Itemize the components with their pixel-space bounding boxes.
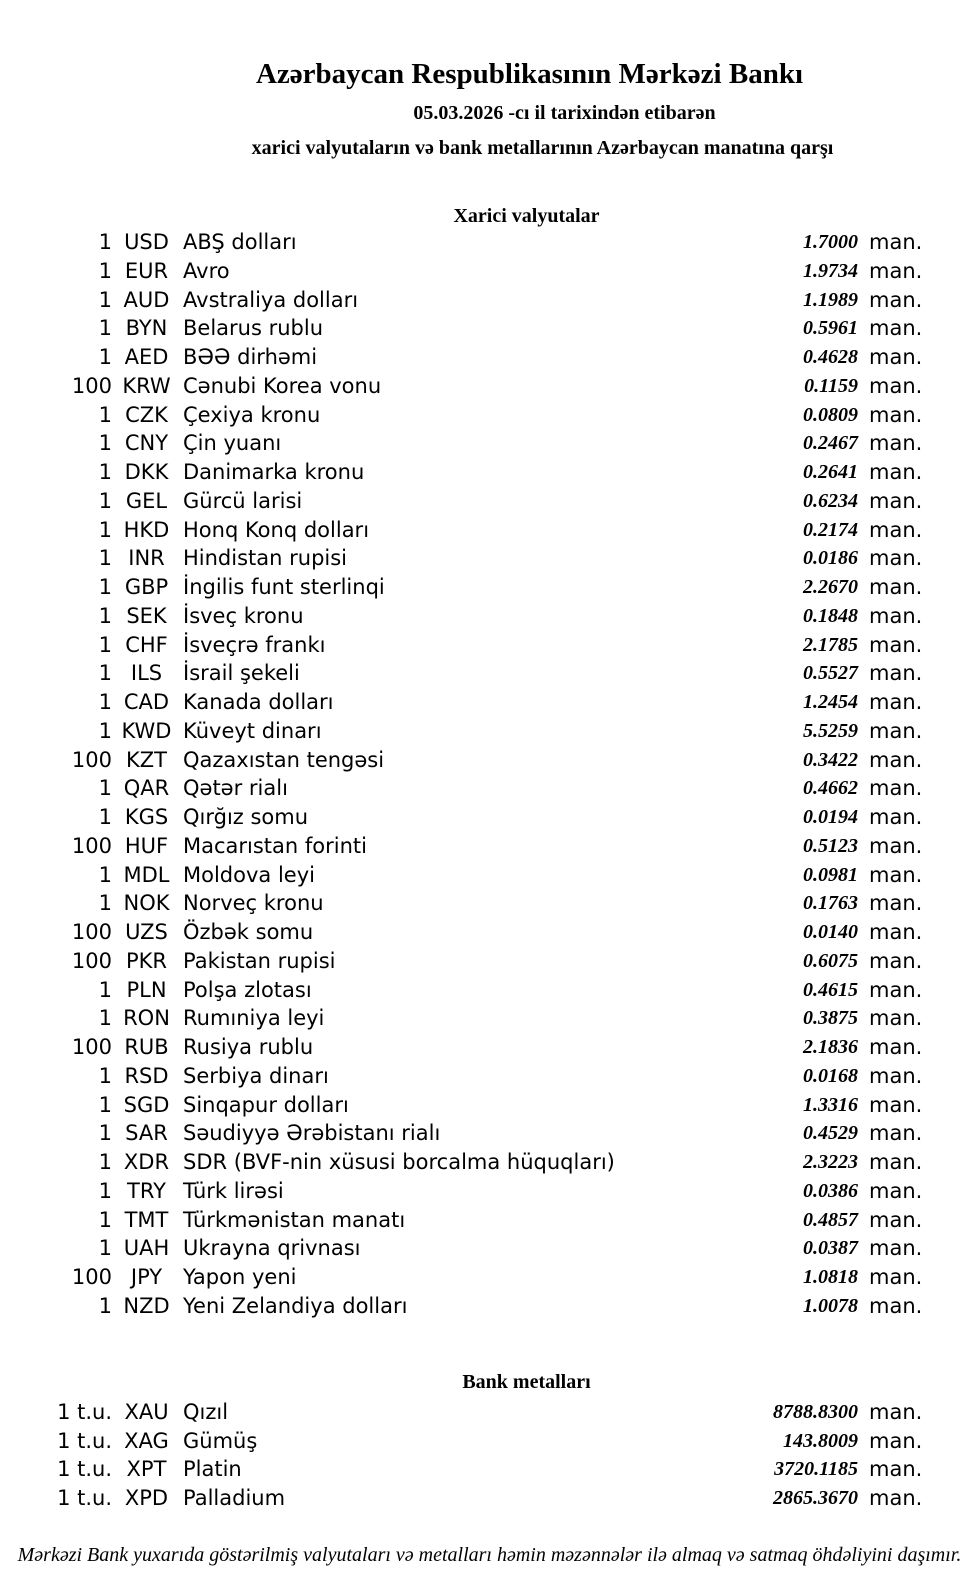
unit-label: man. (869, 517, 923, 542)
currencies-section-title: Xarici valyutalar (453, 205, 600, 227)
name-cell: İsveçrə frankı (183, 632, 326, 657)
unit-label: man. (869, 1457, 923, 1482)
quantity-cell: 1 t.u. (57, 1400, 112, 1424)
quantity-cell: 1 (98, 287, 112, 312)
metals-table (0, 1398, 979, 1512)
rate-cell: 0.0194 (803, 806, 858, 828)
currency-row (0, 314, 979, 343)
quantity-cell: 1 (98, 546, 112, 571)
code-cell: TMT (124, 1207, 169, 1232)
currency-row (0, 1119, 979, 1148)
unit-label: man. (869, 431, 923, 456)
code-cell: QAR (123, 776, 170, 801)
name-cell: Serbiya dinarı (183, 1063, 329, 1088)
quantity-cell: 1 (98, 575, 112, 599)
name-cell: Türk lirəsi (183, 1178, 284, 1203)
metal-row (0, 1484, 979, 1513)
currencies-table (0, 228, 979, 1321)
code-cell: CZK (125, 402, 168, 427)
quantity-cell: 1 (98, 718, 112, 743)
currency-row (0, 372, 979, 401)
name-cell: Gümüş (183, 1428, 258, 1453)
name-cell: Yeni Zelandiya dolları (183, 1293, 408, 1318)
unit-label: man. (869, 1178, 923, 1203)
currency-row (0, 688, 979, 717)
currency-row (0, 573, 979, 602)
rate-cell: 0.2641 (803, 461, 858, 483)
currency-row (0, 976, 979, 1005)
code-cell: RUB (124, 1035, 169, 1059)
currency-row (0, 429, 979, 458)
quantity-cell: 1 t.u. (57, 1428, 112, 1453)
currency-row (0, 861, 979, 890)
quantity-cell: 1 (98, 661, 112, 686)
metal-row (0, 1398, 979, 1427)
unit-label: man. (869, 1035, 923, 1059)
name-cell: Qətər rialı (183, 776, 288, 801)
unit-label: man. (869, 747, 923, 772)
quantity-cell: 100 (71, 920, 112, 944)
quantity-cell: 1 (98, 862, 112, 887)
currency-row (0, 257, 979, 286)
quantity-cell: 1 (98, 805, 112, 829)
unit-label: man. (869, 948, 923, 973)
rate-cell: 0.0186 (803, 547, 858, 570)
unit-label: man. (869, 575, 923, 599)
disclaimer-text: Mərkəzi Bank yuxarıda göstərilmiş valyutaları və metalları həmin məzənnələr ilə almaq və satmaq öhdəliyini daşımır. (17, 1544, 962, 1566)
currency-row (0, 889, 979, 918)
code-cell: CAD (123, 690, 170, 714)
unit-label: man. (869, 1063, 923, 1088)
unit-label: man. (869, 1400, 923, 1424)
quantity-cell: 1 (98, 1293, 112, 1318)
name-cell: Rusiya rublu (183, 1035, 314, 1059)
code-cell: MDL (123, 862, 170, 887)
name-cell: İsveç kronu (183, 603, 304, 628)
quantity-cell: 100 (71, 1265, 112, 1289)
quantity-cell: 1 (98, 230, 112, 254)
rate-cell: 0.0387 (803, 1237, 858, 1260)
rate-cell: 2.2670 (803, 576, 858, 598)
code-cell: NZD (123, 1293, 170, 1318)
unit-label: man. (869, 373, 923, 398)
rate-cell: 1.7000 (803, 231, 858, 253)
metals-section-title: Bank metalları (462, 1371, 591, 1393)
quantity-cell: 1 (98, 632, 112, 657)
name-cell: Çexiya kronu (183, 402, 321, 427)
quantity-cell: 1 (98, 1092, 112, 1117)
code-cell: CNY (124, 431, 169, 456)
currency-row (0, 228, 979, 257)
rate-cell: 1.0078 (803, 1294, 858, 1317)
quantity-cell: 1 (98, 1006, 112, 1031)
currency-row (0, 1033, 979, 1062)
rate-cell: 0.4628 (803, 346, 858, 368)
code-cell: UAH (123, 1236, 170, 1261)
quantity-cell: 100 (71, 747, 112, 772)
quantity-cell: 100 (71, 373, 112, 398)
metal-row (0, 1455, 979, 1484)
name-cell: Qızıl (183, 1400, 229, 1424)
name-cell: BƏƏ dirhəmi (183, 345, 318, 369)
name-cell: Kanada dolları (183, 690, 334, 714)
rate-cell: 0.4662 (803, 777, 858, 800)
code-cell: AED (124, 345, 169, 369)
code-cell: HKD (123, 517, 170, 542)
unit-label: man. (869, 316, 923, 341)
currency-row (0, 631, 979, 660)
code-cell: KZT (126, 747, 167, 772)
bank-title: Azərbaycan Respublikasının Mərkəzi Bankı (255, 58, 804, 90)
rate-cell: 1.1989 (803, 288, 858, 311)
code-cell: SGD (123, 1092, 170, 1117)
name-cell: Danimarka kronu (183, 460, 365, 484)
code-cell: PKR (125, 948, 168, 973)
rate-cell: 0.2467 (803, 432, 858, 455)
rate-cell: 0.5961 (803, 317, 858, 340)
rate-cell: 1.2454 (803, 691, 858, 713)
unit-label: man. (869, 345, 923, 369)
quantity-cell: 1 (98, 977, 112, 1002)
quantity-cell: 100 (71, 833, 112, 858)
currency-row (0, 947, 979, 976)
unit-label: man. (869, 1006, 923, 1031)
rate-cell: 0.1848 (803, 604, 858, 627)
currency-row (0, 1004, 979, 1033)
quantity-cell: 1 (98, 1207, 112, 1232)
unit-label: man. (869, 920, 923, 944)
unit-label: man. (869, 1150, 923, 1174)
name-cell: Özbək somu (183, 920, 314, 944)
name-cell: Qırğız somu (183, 805, 309, 829)
rate-cell: 143.8009 (783, 1429, 858, 1452)
rate-cell: 1.0818 (803, 1266, 858, 1288)
unit-label: man. (869, 632, 923, 657)
currency-row (0, 803, 979, 832)
quantity-cell: 1 (98, 431, 112, 456)
unit-label: man. (869, 546, 923, 571)
rate-cell: 2.1785 (803, 633, 858, 656)
unit-label: man. (869, 1265, 923, 1289)
quantity-cell: 1 (98, 776, 112, 801)
rate-cell: 0.2174 (803, 518, 858, 541)
unit-label: man. (869, 690, 923, 714)
unit-label: man. (869, 1236, 923, 1261)
unit-label: man. (869, 1485, 923, 1510)
quantity-cell: 1 (98, 690, 112, 714)
code-cell: DKK (124, 460, 169, 484)
rate-cell: 0.1763 (803, 892, 858, 915)
code-cell: JPY (130, 1265, 163, 1289)
currency-row (0, 1091, 979, 1120)
name-cell: Moldova leyi (183, 862, 315, 887)
unit-label: man. (869, 891, 923, 916)
rate-cell: 2.3223 (803, 1151, 858, 1173)
quantity-cell: 1 (98, 1121, 112, 1146)
unit-label: man. (869, 230, 923, 254)
rate-cell: 0.5527 (803, 662, 858, 685)
rate-cell: 0.0168 (803, 1064, 858, 1087)
quantity-cell: 100 (71, 1035, 112, 1059)
unit-label: man. (869, 603, 923, 628)
name-cell: Palladium (183, 1485, 286, 1510)
rate-cell: 8788.8300 (773, 1401, 858, 1423)
currency-row (0, 659, 979, 688)
name-cell: Cənubi Korea vonu (183, 373, 382, 398)
name-cell: Polşa zlotası (183, 977, 312, 1002)
quantity-cell: 1 (98, 488, 112, 513)
rate-cell: 0.3422 (803, 748, 858, 771)
rate-cell: 1.9734 (803, 259, 858, 282)
code-cell: TRY (127, 1178, 166, 1203)
name-cell: Avstraliya dolları (183, 287, 359, 312)
name-cell: Pakistan rupisi (183, 948, 336, 973)
rate-cell: 0.4857 (803, 1208, 858, 1231)
quantity-cell: 1 (98, 345, 112, 369)
code-cell: INR (128, 546, 165, 571)
name-cell: Rumıniya leyi (183, 1006, 325, 1031)
currency-row (0, 1206, 979, 1235)
currency-row (0, 544, 979, 573)
rate-cell: 0.1159 (804, 374, 858, 397)
unit-label: man. (869, 488, 923, 513)
name-cell: Qazaxıstan tengəsi (183, 747, 385, 772)
currency-row (0, 458, 979, 487)
name-cell: Hindistan rupisi (183, 546, 348, 571)
currency-row (0, 746, 979, 775)
code-cell: XDR (123, 1150, 170, 1174)
code-cell: ILS (130, 661, 163, 686)
quantity-cell: 1 (98, 258, 112, 283)
rate-cell: 2.1836 (803, 1036, 858, 1058)
quantity-cell: 1 (98, 1178, 112, 1203)
unit-label: man. (869, 977, 923, 1002)
currency-row (0, 717, 979, 746)
code-cell: XPD (124, 1485, 169, 1510)
code-cell: SAR (125, 1121, 168, 1146)
code-cell: SEK (126, 603, 167, 628)
quantity-cell: 1 (98, 891, 112, 916)
code-cell: HUF (124, 833, 169, 858)
code-cell: RON (123, 1006, 170, 1031)
name-cell: SDR (BVF-nin xüsusi borcalma hüquqları) (183, 1150, 615, 1174)
name-cell: İsrail şekeli (183, 661, 300, 686)
unit-label: man. (869, 1207, 923, 1232)
code-cell: XPT (126, 1457, 167, 1482)
code-cell: GEL (125, 488, 168, 513)
rate-cell: 0.0809 (803, 403, 858, 426)
currency-row (0, 918, 979, 947)
currency-row (0, 1234, 979, 1263)
unit-label: man. (869, 287, 923, 312)
name-cell: Yapon yeni (183, 1265, 297, 1289)
rate-cell: 1.3316 (803, 1093, 858, 1116)
code-cell: NOK (123, 891, 170, 916)
name-cell: Türkmənistan manatı (183, 1207, 406, 1232)
name-cell: Küveyt dinarı (183, 718, 322, 743)
currency-row (0, 343, 979, 372)
unit-label: man. (869, 460, 923, 484)
code-cell: XAU (124, 1400, 169, 1424)
rate-cell: 0.4615 (803, 978, 858, 1001)
currency-row (0, 1062, 979, 1091)
code-cell: BYN (125, 316, 168, 341)
rate-cell: 5.5259 (803, 719, 858, 742)
code-cell: USD (124, 230, 169, 254)
unit-label: man. (869, 862, 923, 887)
rate-cell: 0.6075 (803, 949, 858, 972)
unit-label: man. (869, 805, 923, 829)
name-cell: Çin yuanı (183, 431, 282, 456)
name-cell: Macarıstan forinti (183, 833, 367, 858)
code-cell: GBP (124, 575, 169, 599)
quantity-cell: 1 (98, 316, 112, 341)
currency-row (0, 516, 979, 545)
currency-row (0, 487, 979, 516)
rate-cell: 2865.3670 (773, 1486, 858, 1509)
name-cell: Sinqapur dolları (183, 1092, 349, 1117)
code-cell: EUR (124, 258, 169, 283)
code-cell: KRW (122, 373, 171, 398)
name-cell: Belarus rublu (183, 316, 324, 341)
unit-label: man. (869, 1428, 923, 1453)
rate-cell: 0.0981 (803, 863, 858, 886)
currency-row (0, 774, 979, 803)
quantity-cell: 1 (98, 517, 112, 542)
rate-cell: 0.4529 (803, 1122, 858, 1145)
code-cell: UZS (125, 920, 168, 944)
quantity-cell: 1 t.u. (57, 1457, 112, 1482)
name-cell: Avro (183, 258, 230, 283)
currency-row (0, 1292, 979, 1321)
unit-label: man. (869, 402, 923, 427)
code-cell: KWD (121, 718, 172, 743)
bulletin-subtitle: xarici valyutaların və bank metallarının Azərbaycan manatına qarşı (251, 137, 834, 159)
rate-cell: 0.6234 (803, 489, 858, 512)
quantity-cell: 1 (98, 1236, 112, 1261)
currency-row (0, 1177, 979, 1206)
unit-label: man. (869, 661, 923, 686)
quantity-cell: 1 (98, 460, 112, 484)
quantity-cell: 1 (98, 402, 112, 427)
unit-label: man. (869, 1121, 923, 1146)
quantity-cell: 1 (98, 1150, 112, 1174)
name-cell: ABŞ dolları (183, 230, 297, 254)
unit-label: man. (869, 258, 923, 283)
quantity-cell: 1 (98, 603, 112, 628)
effective-date-line: 05.03.2026 -cı il tarixindən etibarən (413, 102, 716, 124)
quantity-cell: 100 (71, 948, 112, 973)
name-cell: Norveç kronu (183, 891, 324, 916)
currency-row (0, 286, 979, 315)
currency-row (0, 602, 979, 631)
code-cell: AUD (123, 287, 170, 312)
name-cell: Səudiyyə Ərəbistanı rialı (183, 1121, 441, 1146)
metal-row (0, 1427, 979, 1456)
name-cell: Ukrayna qrivnası (183, 1236, 361, 1261)
rate-cell: 0.5123 (803, 834, 858, 857)
code-cell: RSD (124, 1063, 169, 1088)
rate-cell: 0.0386 (803, 1179, 858, 1202)
unit-label: man. (869, 1092, 923, 1117)
currency-row (0, 401, 979, 430)
name-cell: Honq Konq dolları (183, 517, 370, 542)
currency-row (0, 832, 979, 861)
rate-cell: 0.0140 (803, 921, 858, 943)
name-cell: Platin (183, 1457, 242, 1482)
unit-label: man. (869, 1293, 923, 1318)
unit-label: man. (869, 833, 923, 858)
code-cell: CHF (125, 632, 168, 657)
unit-label: man. (869, 718, 923, 743)
rate-cell: 0.3875 (803, 1007, 858, 1030)
quantity-cell: 1 (98, 1063, 112, 1088)
code-cell: PLN (126, 977, 167, 1002)
code-cell: KGS (124, 805, 169, 829)
name-cell: Gürcü larisi (183, 488, 303, 513)
rate-cell: 3720.1185 (774, 1458, 858, 1481)
unit-label: man. (869, 776, 923, 801)
currency-row (0, 1148, 979, 1177)
quantity-cell: 1 t.u. (57, 1485, 112, 1510)
code-cell: XAG (124, 1428, 169, 1453)
currency-row (0, 1263, 979, 1292)
name-cell: İngilis funt sterlinqi (183, 575, 385, 599)
